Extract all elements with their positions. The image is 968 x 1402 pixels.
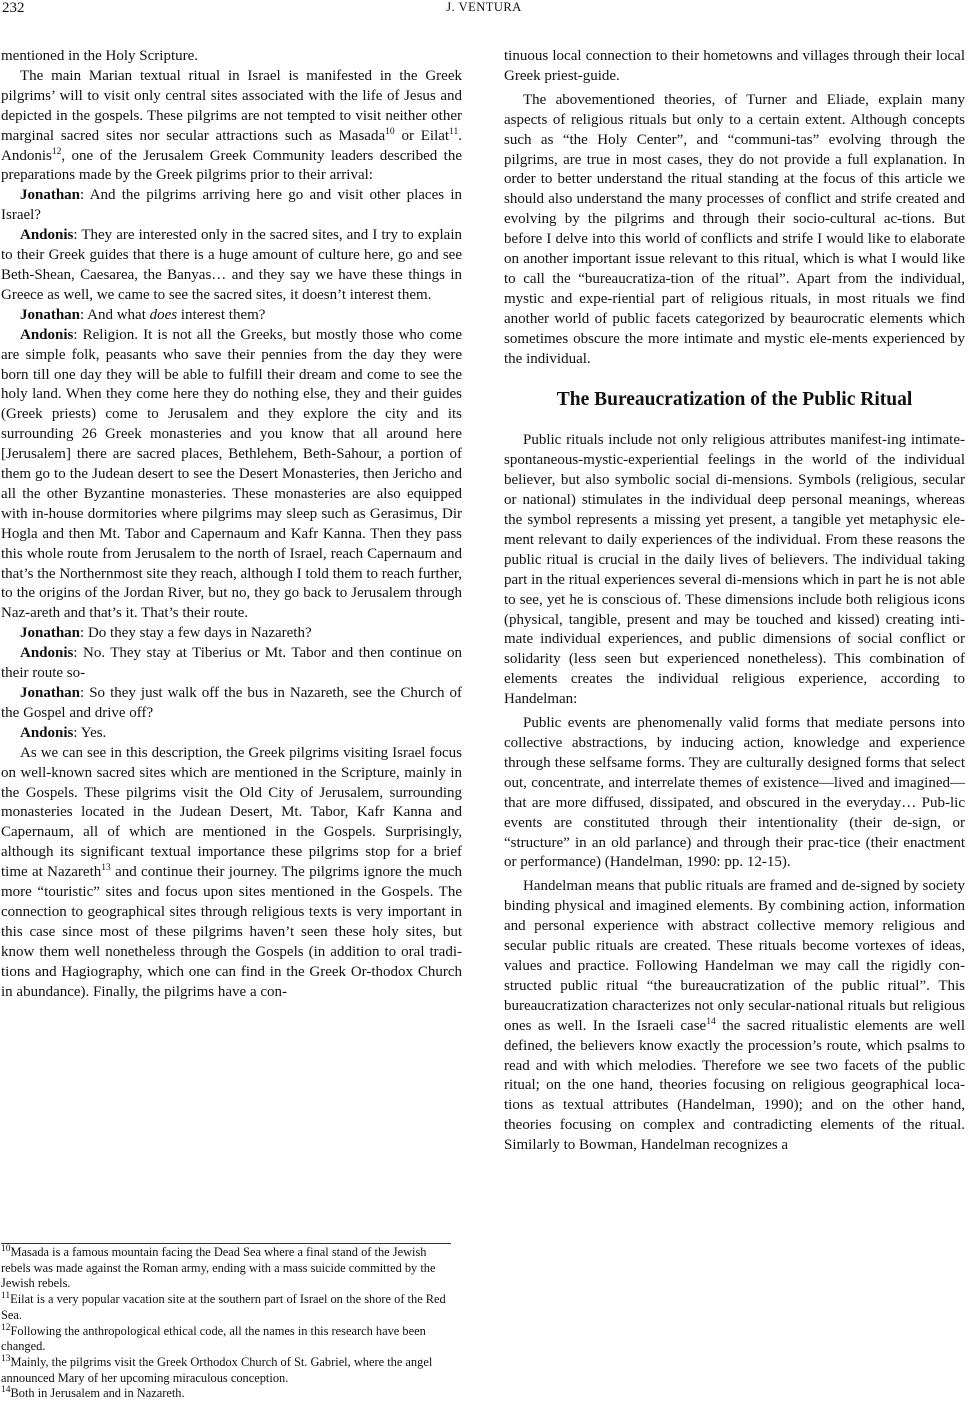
footnote-ref: 13 — [101, 863, 111, 874]
dialogue-line — [1, 226, 462, 306]
text: interest them? — [177, 306, 266, 323]
text: : Yes. — [73, 724, 107, 741]
text: Handelman means that public rituals are framed and de-signed by society binding physical and imagined elements. By combining action, information and personal experience with abstract collective memory religious and secular public rituals are created. These rituals become vortexes of ideas, values and practice. Following Handelman we may call the rigidly con-structed public ritual “the bureaucratization of the public ritual”. This bureaucratization characterizes not only secular-national rituals but religious ones as well. In the Israeli case — [504, 878, 965, 1034]
text: : And what — [80, 306, 150, 323]
footnote-divider — [1, 1243, 451, 1244]
footnote-number: 11 — [1, 1290, 11, 1301]
text: . Andonis — [1, 127, 462, 164]
paragraph: Public rituals include not only religious attributes manifest-ing intimate-spontaneous-mystic-experiential feelings in the world of the individual believer, but also symbolic social di-mensions. Symbols (religious, secular or national) stimulates in the individual deep personal meanings, whereas the symbol represents a missing yet present, a tangible yet metaphysic ele-ment relevant to daily experiences of the individual. From these reasons the public ritual is crucial in the daily lives of believers. The individual taking part in the ritual experiences several di-mensions which in part he is not able to see, yet he is conscious of. These dimensions include both religious icons (physical, tangible, present and may be touched and kissed) creating inti-mate individual experiences, and public dimensions of social conflict or solidarity (less seen but experienced nonetheless). This combination of elements creates the individual religious experience, according to Handelman: — [504, 432, 965, 708]
speaker: Jonathan — [20, 187, 81, 204]
paragraph — [1, 744, 462, 1003]
footnote-text: Eilat is a very popular vacation site at the southern part of Israel on the shore of the Red Sea. — [1, 1292, 446, 1322]
footnote-text: Masada is a famous mountain facing the Dead Sea where a final stand of the Jewish rebels was made against the Roman army, ending with a mass suicide committed by the Jewish rebels. — [1, 1245, 436, 1291]
footnote-number: 10 — [1, 1243, 11, 1254]
text: The main Marian textual ritual in Israel is manifested in the Greek pilgrims’ will to visit only central sites associated with the life of Jesus and depicted in the gospels. These pilgrims are not tempted to visit neither other marginal sacred sites nor secular attractions such as Masada — [1, 67, 462, 144]
footnote-text: Both in Jerusalem and in Nazareth. — [10, 1386, 185, 1401]
right-column — [504, 47, 965, 1156]
dialogue-line — [1, 306, 462, 326]
speaker: Andonis — [20, 645, 74, 662]
footnote-ref: 10 — [385, 126, 395, 137]
footnote — [1, 1355, 453, 1386]
speaker: Andonis — [20, 724, 74, 741]
text: or Eilat — [394, 127, 450, 144]
text: the sacred ritualistic elements are well defined, the believers know exactly the procession’s route, which psalms to read and with which melodies. Therefore we see two facets of the public ritual; on the one hand, theories focusing on religious geographical loca-tions as textual attributes (Handelman, 1990); and on the other hand, theories focusing on complex and contradicting elements of the ritual. Similarly to Bowman, Handelman recognizes a — [504, 1017, 965, 1154]
footnote — [1, 1324, 453, 1355]
text: As we can see in this description, the Greek pilgrims visiting Israel focus on well-known sacred sites which are mentioned in the Scripture, mainly in the Gospels. These pilgrims visit the Old City of Jerusalem, surrounding monasteries located in the Judean Desert, Mt. Tabor, Kafr Kanna and Capernaum, all of which are mentioned in the Gospels. Surprisingly, although its significant textual importance these pilgrims stop for a brief time at Nazareth — [1, 744, 462, 881]
speaker: Jonathan — [20, 685, 81, 701]
paragraph — [1, 67, 462, 186]
emphasis: does — [149, 306, 178, 323]
footnotes — [1, 1245, 453, 1402]
text: : No. They stay at Tiberius or Mt. Tabor and then continue on their route so- — [1, 645, 462, 682]
footnote-ref: 14 — [706, 1016, 716, 1027]
paragraph — [504, 877, 965, 1156]
text: : Do they stay a few days in Nazareth? — [80, 625, 312, 642]
dialogue-line — [1, 326, 462, 625]
left-column — [1, 47, 462, 1003]
text: , one of the Jerusalem Greek Community leaders described the preparations made by the Greek pilgrims prior to their arrival: — [1, 147, 462, 184]
footnote-number: 12 — [1, 1322, 11, 1333]
speaker: Andonis — [20, 326, 74, 343]
page-number: 232 — [2, 0, 25, 16]
speaker: Andonis — [20, 227, 74, 244]
dialogue-line — [1, 186, 462, 226]
section-heading: The Bureaucratization of the Public Ritual — [556, 388, 913, 410]
text: : And the pilgrims arriving here go and visit other places in Israel? — [1, 187, 462, 224]
dialogue-line — [1, 684, 462, 724]
dialogue-line — [1, 644, 462, 684]
footnote-number: 14 — [1, 1385, 11, 1396]
footnote-text: Following the anthropological ethical code, all the names in this research have been changed. — [1, 1323, 426, 1354]
speaker: Jonathan — [20, 306, 81, 323]
paragraph: mentioned in the Holy Scripture. — [1, 48, 199, 64]
speaker: Jonathan — [20, 625, 81, 642]
dialogue-line — [1, 724, 462, 744]
text: : So they just walk off the bus in Nazareth, see the Church of the Gospel and drive off? — [1, 685, 462, 721]
footnote — [1, 1245, 453, 1292]
text: : Religion. It is not all the Greeks, but mostly those who come are simple folk, peasants who save their pennies from the day they were born till one day they will be able to fulfill their dream and come to see the holy land. When they come here they do nothing else, they and their guides (Greek priests) come to Jerusalem and they explore the city and its surrounding 26 Greek monasteries and you know that all around here [Jerusalem] there are sacred places, Bethlehem, Beth-Sahour, a portion of them go to the Judean desert to see the Desert Monasteries, then Jericho and all the other Byzantine monasteries. These monasteries are also equipped with in-house dormitories where pilgrims may sleep such as Gerasimus, Dir Hogla and then Mt. Tabor and Capernaum and Kafr Kanna. Then they pass this whole route from Jerusalem to the north of Israel, reach Capernaum and that’s the Northernmost site they reach, although I told them to reach further, to the origins of the Jordan River, but no, they go back to Jerusalem through Naz-areth and that’s it. That’s their route. — [1, 326, 462, 622]
block-quote: Public events are phenomenally valid forms that mediate persons into collective abstractions, by inducing action, knowledge and experience through these selfsame forms. They are culturally designed forms that select out, concentrate, and interrelate themes of existence—lived and imagined—that are more diffused, dissipated, and obscured in the everyday… Pub-lic events are constituted through their intentionality (their de-sign, or “structure” in an old parlance) and through their prac-tice (their enactment or performance) (Handelman, 1990: pp. 12-15). — [504, 715, 965, 871]
dialogue-line — [1, 624, 462, 644]
footnote-ref: 12 — [51, 146, 62, 157]
paragraph: tinuous local connection to their hometowns and villages through their local Greek priest-guide. — [504, 48, 965, 84]
footnote — [1, 1386, 453, 1402]
footnote-text: Mainly, the pilgrims visit the Greek Orthodox Church of St. Gabriel, where the angel announced Mary of her upcoming miraculous conception. — [1, 1354, 433, 1385]
running-head: J. VENTURA — [446, 0, 522, 14]
text: and continue their journey. The pilgrims ignore the much more “touristic” sites and focus upon sites mentioned in the Gospels. The connection to geographical sites through religious texts is very important in this case since most of these pilgrims haven’t seen these holy sites, but know them well nonetheless through the Gospels (in addition to oral tradi-tions and Hagiography, which one can find in the Greek Or-thodox Church in abundance). Finally, the pilgrims have a con- — [1, 864, 462, 1000]
footnote — [1, 1292, 453, 1323]
footnote-ref: 11 — [449, 126, 459, 137]
footnote-number: 13 — [1, 1353, 11, 1364]
paragraph: The abovementioned theories, of Turner and Eliade, explain many aspects of religious rituals but only to a certain extent. Although concepts such as “the Holy Center”, and “communi-tas” evolving through the pilgrims, are true in most cases, they do not provide a full explanation. In order to better understand the ritual standing at the focus of this article we should also understand the many processes of conflict and strife created and evolving by the pilgrims and through their socio-cultural ac-tions. But before I delve into this world of conflicts and strife I would like to elaborate on another important issue relevant to this ritual, which is what I would like to call the “bureaucratiza-tion of the ritual”. Apart from the individual, mystic and expe-riential part of religious rituals, in most rituals we find another world of public facets categorized by beaurocratic elements which sometimes obscure the more intimate and mystic ele-ments experienced by the individual. — [504, 91, 965, 367]
text: : They are interested only in the sacred sites, and I try to explain to their Greek guides that there is a huge amount of culture here, go and see Beth-Shean, Caesarea, the Banyas… and they say we have these things in Greece as well, we came to see the sacred sites, it doesn’t interest them. — [1, 227, 462, 303]
